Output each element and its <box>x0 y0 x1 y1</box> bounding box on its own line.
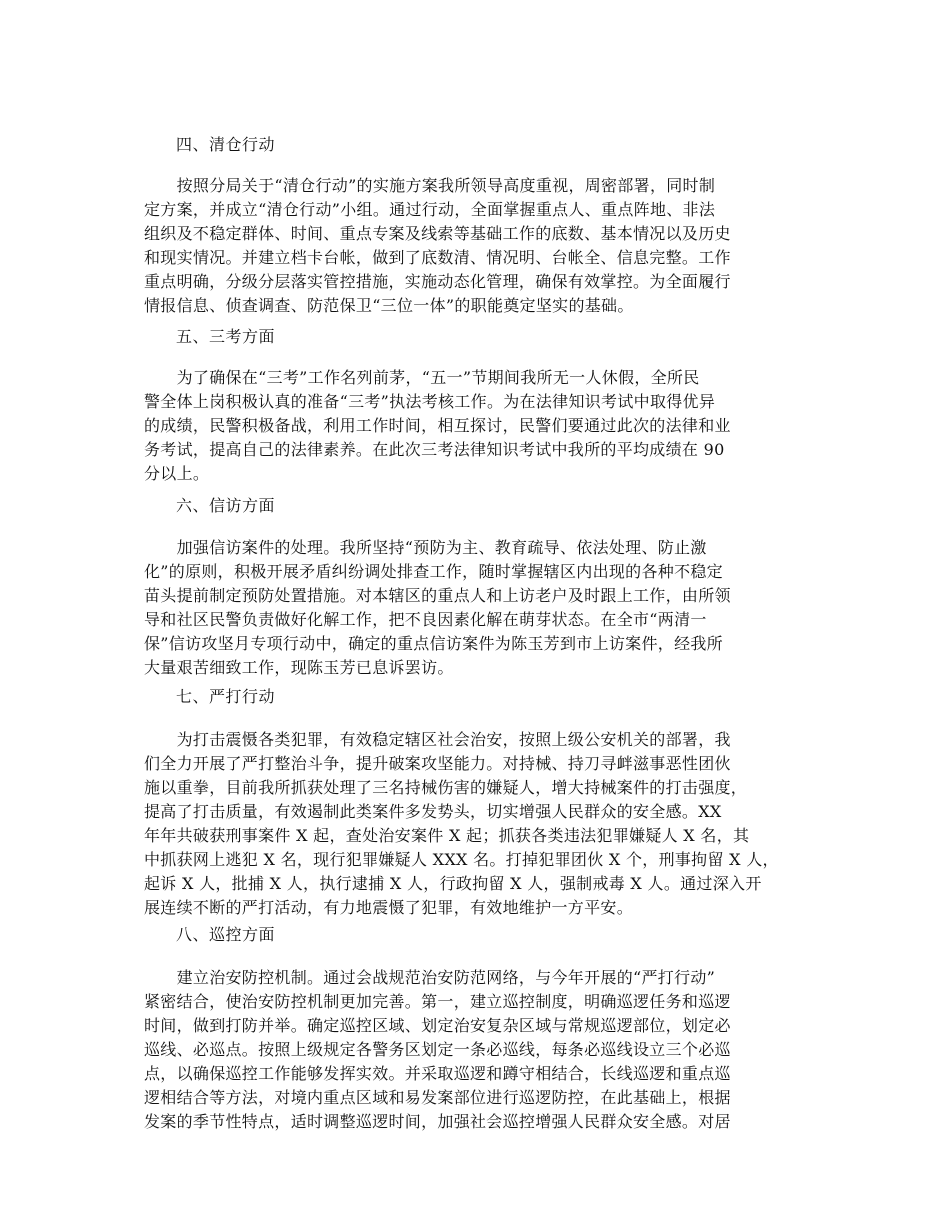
paragraph-line: 组织及不稳定群体、时间、重点专案及线索等基础工作的底数、基本情况以及历史 <box>144 224 731 243</box>
section-heading: 七、严打行动 <box>176 687 276 706</box>
paragraph-line: 施以重拳，目前我所抓获处理了三名持械伤害的嫌疑人，增大持械案件的打击强度， <box>144 778 748 797</box>
paragraph-line: 保”信访攻坚月专项行动中，确定的重点信访案件为陈玉芳到市上访案件，经我所 <box>144 634 723 653</box>
section-heading: 六、信访方面 <box>176 496 276 515</box>
paragraph-line: 建立治安防控机制。通过会战规范治安防范网络，与今年开展的“严打行动” <box>144 968 716 987</box>
paragraph-line: 起诉 X 人，批捕 X 人，执行逮捕 X 人，行政拘留 X 人，强制戒毒 X 人。通过深入开 <box>144 874 762 893</box>
paragraph-line: 分以上。 <box>144 464 210 483</box>
paragraph-line: 紧密结合，使治安防控机制更加完善。第一，建立巡控制度，明确巡逻任务和巡逻 <box>144 992 731 1011</box>
paragraph-line: 按照分局关于“清仓行动”的实施方案我所领导高度重视，周密部署，同时制 <box>144 176 716 195</box>
paragraph-line: 加强信访案件的处理。我所坚持“预防为主、教育疏导、依法处理、防止激 <box>144 538 707 557</box>
paragraph-line: 点，以确保巡控工作能够发挥实效。并采取巡逻和蹲守相结合，长线巡逻和重点巡 <box>144 1064 731 1083</box>
paragraph-line: 化”的原则，积极开展矛盾纠纷调处排查工作，随时掌握辖区内出现的各种不稳定 <box>144 562 723 581</box>
section-heading: 四、清仓行动 <box>176 135 276 154</box>
paragraph-line: 发案的季节性特点，适时调整巡逻时间，加强社会巡控增强人民群众安全感。对居 <box>144 1112 731 1131</box>
paragraph-line: 苗头提前制定预防处置措施。对本辖区的重点人和上访老户及时跟上工作，由所领 <box>144 586 731 605</box>
paragraph-line: 情报信息、侦查调查、防范保卫“三位一体”的职能奠定坚实的基础。 <box>144 296 634 315</box>
paragraph-line: 为打击震慑各类犯罪，有效稳定辖区社会治安，按照上级公安机关的部署，我 <box>144 730 731 749</box>
paragraph-line: 大量艰苦细致工作，现陈玉芳已息诉罢访。 <box>144 658 454 677</box>
paragraph-line: 巡线、必巡点。按照上级规定各警务区划定一条必巡线，每条必巡线设立三个必巡 <box>144 1040 731 1059</box>
paragraph-line: 年年共破获刑事案件 X 起，查处治安案件 X 起；抓获各类违法犯罪嫌疑人 X 名，其 <box>144 826 750 845</box>
paragraph-line: 中抓获网上逃犯 X 名，现行犯罪嫌疑人 XXX 名。打掉犯罪团伙 X 个，刑事拘留 X 人， <box>144 850 779 869</box>
paragraph-line: 们全力开展了严打整治斗争，提升破案攻坚能力。对持械、持刀寻衅滋事恶性团伙 <box>144 754 731 773</box>
paragraph-line: 为了确保在“三考”工作名列前茅，“五一”节期间我所无一人休假，全所民 <box>144 368 700 387</box>
paragraph-line: 重点明确，分级分层落实管控措施，实施动态化管理，确保有效掌控。为全面履行 <box>144 272 731 291</box>
paragraph-line: 展连续不断的严打活动，有力地震慑了犯罪，有效地维护一方平安。 <box>144 898 634 917</box>
section-paragraph <box>144 536 824 680</box>
section-paragraph <box>144 966 824 1134</box>
section-heading: 五、三考方面 <box>176 327 276 346</box>
section-paragraph <box>144 728 824 920</box>
paragraph-line: 和现实情况。并建立档卡台帐，做到了底数清、情况明、台帐全、信息完整。工作 <box>144 248 731 267</box>
section-heading: 八、巡控方面 <box>176 925 276 944</box>
paragraph-line: 定方案，并成立“清仓行动”小组。通过行动，全面掌握重点人、重点阵地、非法 <box>144 200 716 219</box>
paragraph-line: 时间，做到打防并举。确定巡控区域、划定治安复杂区域与常规巡逻部位，划定必 <box>144 1016 731 1035</box>
paragraph-line: 警全体上岗积极认真的准备“三考”执法考核工作。为在法律知识考试中取得优异 <box>144 392 716 411</box>
section-paragraph <box>144 366 824 486</box>
section-paragraph <box>144 174 824 318</box>
paragraph-line: 务考试，提高自己的法律素养。在此次三考法律知识考试中我所的平均成绩在 90 <box>144 440 725 459</box>
paragraph-line: 提高了打击质量，有效遏制此类案件多发势头，切实增强人民群众的安全感。XX <box>144 802 722 821</box>
paragraph-line: 导和社区民警负责做好化解工作，把不良因素化解在萌芽状态。在全市“两清一 <box>144 610 707 629</box>
paragraph-line: 的成绩，民警积极备战，利用工作时间，相互探讨，民警们要通过此次的法律和业 <box>144 416 731 435</box>
paragraph-line: 逻相结合等方法，对境内重点区域和易发案部位进行巡逻防控，在此基础上，根据 <box>144 1088 731 1107</box>
